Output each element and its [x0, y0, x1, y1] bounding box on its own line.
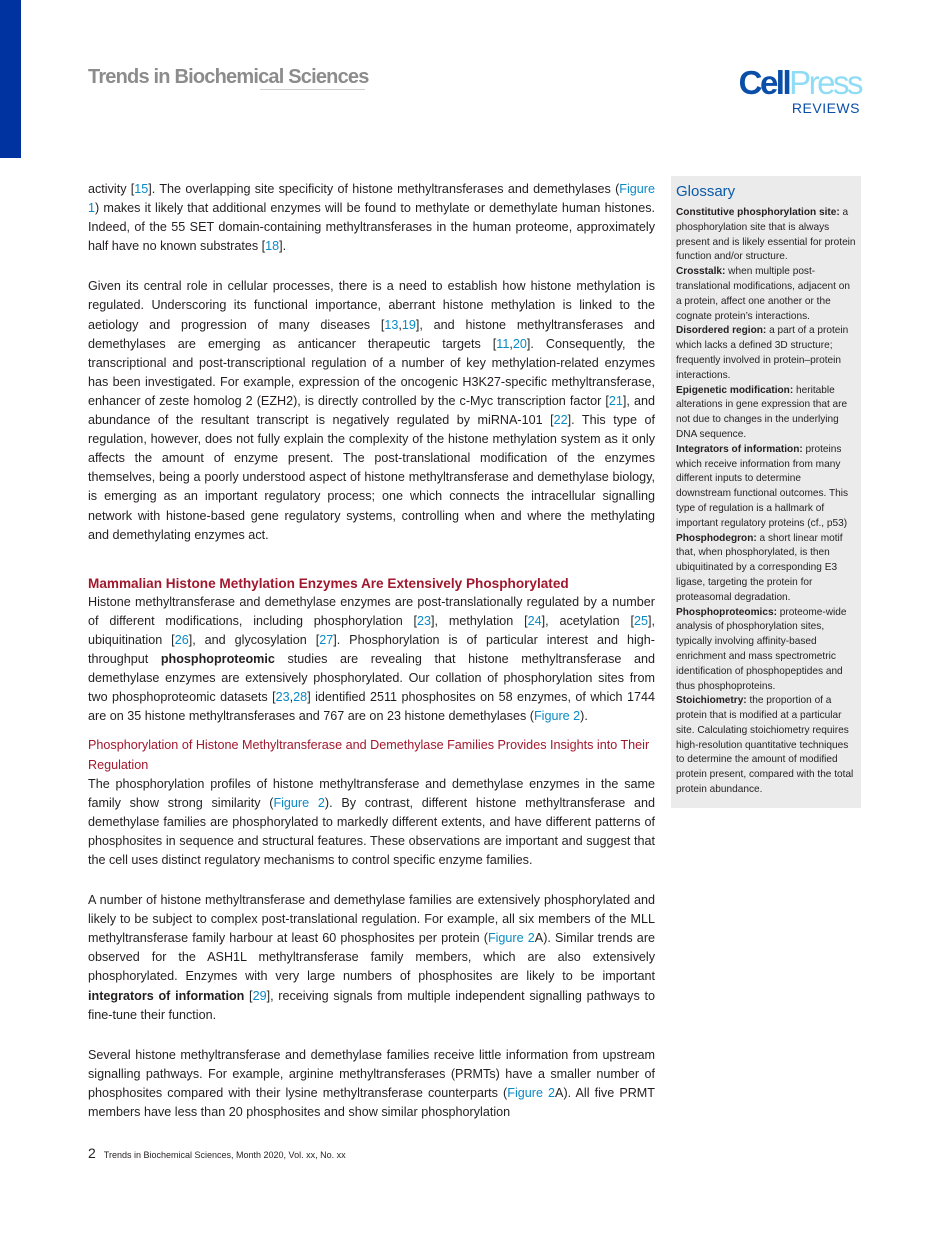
reference-link[interactable]: 24: [527, 613, 542, 628]
logo-press: Press: [789, 64, 861, 101]
glossary-definition: a phosphorylation site that is always present and is likely essential for protein function and/or structure.: [676, 207, 856, 263]
reference-link[interactable]: 25: [633, 613, 648, 628]
glossary-box: [671, 176, 861, 808]
reference-link[interactable]: 18: [265, 239, 280, 254]
glossary-entry: [676, 324, 857, 383]
glossary-entry: [676, 206, 857, 265]
glossary-definition: heritable alterations in gene expression that are not due to changes in the underlying DNA sequence.: [676, 384, 848, 440]
text-run: ], receiving signals from multiple independent signalling pathways to fine-tune their function.: [88, 988, 655, 1022]
text-run: ). By contrast, different histone methyltransferase and demethylase families are phosphorylated to markedly different extents, and have different patterns of phosphosites in sequence and structural features. These observations are important and suggest that the cell uses distinct regulatory mechanisms to control specific enzyme families.: [88, 795, 656, 867]
glossary-definition: proteins which receive information from many different inputs to determine downstream functional outcomes. This type of regulation is a hallmark of important regulatory proteins (cf., p53): [676, 443, 849, 529]
text-run: ], ubiquitination [: [88, 613, 655, 647]
reference-link[interactable]: Figure 2: [487, 931, 535, 946]
reference-link[interactable]: 29: [252, 988, 267, 1003]
glossary-term-highlight: integrators of information: [88, 988, 245, 1003]
glossary-term: Epigenetic modification:: [676, 384, 794, 396]
text-run: Several histone methyltransferase and demethylase families receive little information from upstream signalling pathways. For example, arginine methyltransferases (PRMTs) have a smaller number of phosphosites compared with their lysine methyltransferase counterparts (: [88, 1047, 655, 1100]
text-run: ,: [398, 317, 402, 332]
glossary-entry: [676, 443, 857, 532]
paragraph-gap: [88, 256, 655, 277]
paragraph: [88, 593, 655, 727]
text-run: ], methylation [: [431, 613, 528, 628]
text-run: ], and glycosylation [: [188, 632, 320, 647]
page-number: 2: [88, 1145, 96, 1161]
text-run: ]. The overlapping site specificity of histone methyltransferases and demethylases (: [148, 182, 620, 196]
reference-link[interactable]: 15: [134, 182, 149, 196]
glossary-definition: proteome-wide analysis of phosphorylation sites, typically involving affinity-based enrichment and mass spectrometric identification of phosphopeptides and thus phosphoproteins.: [676, 606, 847, 692]
paragraph: [88, 277, 655, 544]
glossary-term: Phosphoproteomics:: [676, 606, 777, 618]
text-run: studies are revealing that histone methyltransferase and demethylase enzymes are extensively phosphorylated. Our collation of phosphorylation sites from two phosphoproteomic datasets [: [88, 652, 655, 705]
journal-title: Trends in Biochemical Sciences: [88, 66, 369, 88]
paragraph-gap: [88, 870, 655, 891]
text-run: ] identified 2511 phosphosites on 58 enzymes, of which 1744 are on 35 histone methyltransferases and 767 are on 23 histone demethylases (: [88, 690, 655, 724]
paragraph: [88, 180, 655, 256]
text-run: ], acetylation [: [541, 613, 634, 628]
logo-reviews: REVIEWS: [791, 100, 860, 116]
reference-link[interactable]: 23: [417, 613, 432, 628]
section-heading: [88, 736, 655, 774]
glossary-entry: [676, 532, 857, 606]
glossary-term: Integrators of information:: [676, 443, 803, 455]
glossary-entry: [676, 606, 857, 695]
reference-link[interactable]: 20: [512, 336, 527, 351]
footer-citation: Trends in Biochemical Sciences, Month 2020, Vol. xx, No. xx: [103, 1150, 346, 1160]
reference-link[interactable]: 23: [275, 690, 290, 705]
text-run: ], and histone methyltransferases and demethylases are emerging as anticancer therapeutic targets [: [88, 317, 655, 351]
glossary-definition: the proportion of a protein that is modified at a particular site. Calculating stoichiometry requires high-resolution quantitative techniques to determine the amount of modified protein present, compared with the total protein abundance.: [676, 695, 854, 796]
reference-link[interactable]: 19: [401, 317, 416, 332]
journal-subtitle-rule: [260, 89, 365, 90]
text-run: ]. Consequently, the transcriptional and post-transcriptional regulation of a number of key methylation-related enzymes has been investigated. For example, expression of the oncogenic H3K27-specific methyltransferase, enhancer of zeste homolog 2 (EZH2), is directly controlled by the c-Myc transcription factor [: [88, 336, 655, 408]
paragraph-gap: [88, 1025, 655, 1046]
glossary-entry: [676, 265, 857, 324]
text-run: A number of histone methyltransferase and demethylase families are extensively phosphorylated and likely to be subject to complex post-translational regulation. For example, all six members of the MLL methyltransferase family harbour at least 60 phosphosites per protein (: [88, 893, 655, 946]
paragraph: [88, 891, 655, 1025]
text-run: A). Similar trends are observed for the ASH1L methyltransferase family members, which are also extensively phosphorylated. Enzymes with very large numbers of phosphosites are likely to be important: [88, 931, 656, 984]
page-footer: [88, 1145, 346, 1161]
glossary-term: Crosstalk:: [676, 266, 726, 278]
reference-link[interactable]: 22: [553, 413, 568, 428]
reference-link[interactable]: Figure 2: [273, 795, 325, 810]
reference-link[interactable]: Figure 2: [533, 709, 581, 724]
glossary-entry: [676, 384, 857, 443]
main-text: [88, 180, 655, 1122]
text-run: ], and abundance of the resultant transcript is negatively regulated by miRNA-101 [: [88, 393, 655, 428]
text-run: Histone methyltransferase and demethylase enzymes are post-translationally regulated by a number of different modifications, including phosphorylation [: [88, 594, 655, 628]
text-run: The phosphorylation profiles of histone methyltransferase and demethylase enzymes in the same family show strong similarity (: [88, 776, 655, 810]
text-run: ]. This type of regulation, however, does not fully explain the complexity of the histone methylation system as it only affects the amount of enzyme present. The post-translational modification of the enzymes themselves, being a poorly understood aspect of histone methyltransferase and demethylase biology, is emerging as an important regulatory process; one which connects the intracellular signalling network with histone-based gene regulatory systems, controlling when and where the methylating and demethylating enzymes act.: [88, 413, 656, 542]
text-run: ]. Phosphorylation is of particular interest and high-throughput: [88, 632, 655, 667]
text-run: ) makes it likely that additional enzymes will be found to methylate or demethylate human histones. Indeed, of the 55 SET domain-containing methyltransferases in the human proteome, approximately half have no known substrates [: [88, 201, 655, 254]
glossary-definition: when multiple post-translational modifications, adjacent on a protein, affect one another or the cognate protein’s interactions.: [676, 266, 850, 322]
cellpress-logo: [715, 66, 861, 116]
journal-color-bar: [0, 0, 21, 158]
paragraph-gap: [88, 545, 655, 566]
text-run: [: [244, 988, 253, 1003]
reference-link[interactable]: 27: [319, 632, 334, 647]
text-run: activity [: [88, 182, 135, 196]
text-run: ,: [509, 336, 513, 351]
text-run: ,: [289, 690, 294, 705]
text-run: Phosphorylation of Histone Methyltransferase and Demethylase Families Provides Insights into Their Regulation: [88, 738, 650, 772]
reference-link[interactable]: Figure 1: [88, 182, 655, 216]
glossary-term: Phosphodegron:: [676, 532, 757, 544]
glossary-entry: [676, 694, 857, 798]
paragraph-gap: [88, 726, 655, 736]
paragraph: [88, 1046, 655, 1122]
glossary-title: Glossary: [676, 183, 736, 200]
glossary-definition: a part of a protein which lacks a defined 3D structure; frequently involved in protein–protein interactions.: [676, 325, 849, 381]
glossary-term-highlight: phosphoproteomic: [160, 652, 275, 667]
section-heading: [88, 574, 655, 593]
reference-link[interactable]: 11: [496, 336, 510, 351]
reference-link[interactable]: 21: [608, 393, 623, 408]
text-run: ].: [279, 239, 287, 254]
glossary-definition: a short linear motif that, when phosphorylated, is then ubiquitinated by a corresponding E3 ligase, targeting the protein for proteasomal degradation.: [676, 532, 843, 603]
reference-link[interactable]: Figure 2: [507, 1085, 556, 1100]
text-run: A). All five PRMT members have less than 20 phosphosites and show similar phosphorylation: [88, 1085, 655, 1120]
glossary-term: Constitutive phosphorylation site:: [676, 207, 840, 218]
logo-cell: Cell: [738, 64, 790, 101]
glossary-term: Stoichiometry:: [676, 695, 747, 707]
reference-link[interactable]: 28: [293, 690, 308, 705]
text-run: Mammalian Histone Methylation Enzymes Are Extensively Phosphorylated: [88, 575, 569, 591]
paragraph: [88, 775, 655, 870]
reference-link[interactable]: 13: [384, 317, 399, 332]
glossary-term: Disordered region:: [676, 325, 767, 337]
reference-link[interactable]: 26: [174, 632, 189, 647]
text-run: ).: [580, 709, 588, 724]
text-run: Given its central role in cellular processes, there is a need to establish how histone methylation is regulated. Underscoring its functional importance, aberrant histone methylation is linked to the aetiology and progression of many diseases [: [88, 279, 655, 332]
